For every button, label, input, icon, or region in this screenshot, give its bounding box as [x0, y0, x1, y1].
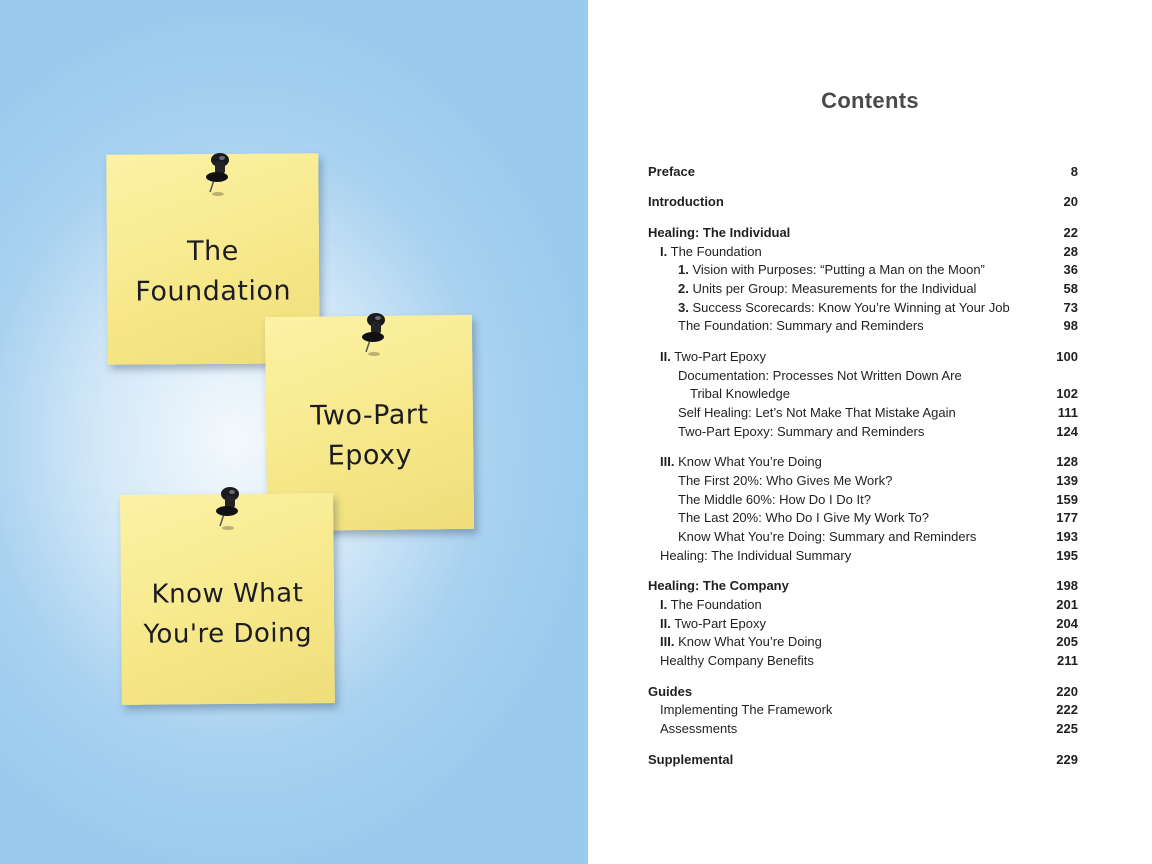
toc-entry-page: 193 — [1056, 528, 1078, 544]
page-title: Contents — [821, 88, 919, 113]
toc-entry-title — [648, 300, 1010, 315]
toc-entry[interactable] — [648, 223, 1078, 241]
toc-entry[interactable] — [648, 700, 1078, 718]
toc-entry-title: Tribal Knowledge — [690, 385, 790, 401]
toc-entry[interactable] — [648, 471, 1078, 489]
toc-entry-page: 98 — [1063, 317, 1078, 333]
toc-entry-title — [648, 634, 822, 649]
note-line: The — [186, 235, 239, 268]
toc-entry-page: 28 — [1063, 243, 1078, 259]
toc-entry[interactable] — [648, 576, 1078, 594]
note-line: Two-Part — [310, 399, 429, 432]
toc-entry-title — [648, 597, 762, 612]
toc-entry[interactable] — [648, 384, 1078, 402]
toc-entry-title: The First 20%: Who Gives Me Work? — [678, 472, 893, 488]
toc-entry[interactable] — [648, 750, 1078, 768]
toc-entry[interactable] — [648, 614, 1078, 632]
toc-entry-page: 73 — [1063, 299, 1078, 315]
toc-entry-title: Supplemental — [648, 751, 734, 767]
toc-entry-number: III. — [660, 633, 675, 649]
toc-entry-number: II. — [660, 348, 671, 364]
toc-entry-title — [648, 349, 766, 364]
toc-entry-title: Healing: The Individual — [648, 224, 791, 240]
toc-entry-title: Self Healing: Let’s Not Make That Mistake Again — [678, 404, 956, 420]
toc-entry-page: 211 — [1057, 652, 1078, 668]
sticky-note-text — [121, 573, 335, 655]
toc-entry-title: Guides — [648, 683, 693, 699]
toc-entry-page: 205 — [1056, 633, 1078, 649]
toc-entry-page: 222 — [1056, 701, 1078, 717]
toc-entry[interactable] — [648, 298, 1078, 316]
toc-entry[interactable] — [648, 452, 1078, 470]
sticky-note-text — [107, 231, 320, 312]
toc-entry-number: I. — [660, 243, 668, 259]
toc-entry[interactable] — [648, 242, 1078, 260]
toc-entry-page: 195 — [1056, 547, 1078, 563]
toc-entry-title: Introduction — [648, 193, 724, 209]
toc-entry-text: The Foundation — [670, 596, 762, 612]
toc-entry-number: III. — [660, 453, 675, 469]
toc-entry-page: 100 — [1056, 348, 1078, 364]
toc-entry-number: II. — [660, 615, 671, 631]
toc-entry[interactable] — [648, 595, 1078, 613]
toc-entry-text: Vision with Purposes: “Putting a Man on the Moon” — [692, 261, 985, 277]
toc-entry-text: Success Scorecards: Know You’re Winning at Your Job — [692, 299, 1010, 315]
toc-entry[interactable] — [648, 546, 1078, 564]
toc-entry[interactable] — [648, 347, 1078, 365]
toc-entry-title: The Middle 60%: How Do I Do It? — [678, 491, 871, 507]
toc-entry-number: 3. — [678, 299, 689, 315]
toc-entry-page: 177 — [1056, 509, 1078, 525]
toc-entry-page: 159 — [1056, 491, 1078, 507]
toc-entry-page: 198 — [1056, 577, 1078, 593]
toc-entry[interactable] — [648, 527, 1078, 545]
toc-entry-title: Preface — [648, 163, 695, 179]
note-line: Epoxy — [327, 439, 413, 472]
toc-entry[interactable] — [648, 682, 1078, 700]
toc-entry[interactable] — [648, 508, 1078, 526]
toc-entry[interactable] — [648, 316, 1078, 334]
toc-entry-page: 225 — [1056, 720, 1078, 736]
toc-entry-page: 128 — [1056, 453, 1078, 469]
toc-entry-number: I. — [660, 596, 668, 612]
toc-entry-title — [648, 454, 822, 469]
toc-entry-text: Two-Part Epoxy — [674, 348, 766, 364]
toc-entry-page: 36 — [1063, 261, 1078, 277]
sticky-note-text — [266, 395, 474, 477]
note-line: Foundation — [135, 275, 292, 308]
toc-entry-title: Know What You’re Doing: Summary and Reminders — [678, 528, 977, 544]
toc-entry-page: 124 — [1056, 423, 1078, 439]
toc-entry-title — [648, 262, 985, 277]
toc-entry-text: Know What You’re Doing — [678, 453, 822, 469]
toc-entry-page: 220 — [1056, 683, 1078, 699]
toc-entry-page: 58 — [1063, 280, 1078, 296]
toc-entry[interactable] — [648, 403, 1078, 421]
toc-entry-page: 20 — [1063, 193, 1078, 209]
toc-entry-page: 229 — [1056, 751, 1078, 767]
toc-entry[interactable] — [648, 192, 1078, 210]
toc-entry[interactable] — [648, 260, 1078, 278]
toc-entry-text: Two-Part Epoxy — [674, 615, 766, 631]
toc-entry-page: 139 — [1056, 472, 1078, 488]
toc-entry-text: The Foundation — [670, 243, 762, 259]
toc-entry[interactable] — [648, 719, 1078, 737]
toc-entry-page: 8 — [1070, 163, 1078, 179]
note-line: You're Doing — [143, 618, 313, 650]
toc-entry[interactable] — [648, 490, 1078, 508]
toc-entry[interactable] — [648, 162, 1078, 180]
toc-entry-number: 2. — [678, 280, 689, 296]
pushpin-icon — [354, 310, 394, 358]
toc-entry-number: 1. — [678, 261, 689, 277]
toc-entry-title — [648, 281, 976, 296]
pushpin-icon — [208, 484, 248, 532]
toc-entry[interactable] — [648, 632, 1078, 650]
contents-page — [588, 0, 1152, 864]
toc-entry[interactable] — [648, 279, 1078, 297]
toc-entry-page: 111 — [1057, 404, 1078, 420]
pushpin-icon — [198, 150, 238, 198]
toc-entry-title — [648, 244, 762, 259]
toc-entry[interactable] — [648, 422, 1078, 440]
toc-entry-page: 201 — [1056, 596, 1078, 612]
toc-entry-text: Know What You’re Doing — [678, 633, 822, 649]
toc-entry-title: Healing: The Individual Summary — [660, 547, 852, 563]
toc-entry-title: Documentation: Processes Not Written Down Are — [678, 367, 962, 383]
toc-entry-title — [648, 616, 766, 631]
toc-entry-text: Units per Group: Measurements for the Individual — [692, 280, 977, 296]
toc-entry-title: Healthy Company Benefits — [660, 652, 814, 668]
toc-entry-title: Healing: The Company — [648, 577, 789, 593]
toc-entry-page: 204 — [1056, 615, 1078, 631]
toc-entry-title: Two-Part Epoxy: Summary and Reminders — [678, 423, 925, 439]
toc-entry[interactable] — [648, 651, 1078, 669]
toc-entry-title: The Foundation: Summary and Reminders — [678, 317, 924, 333]
toc-entry[interactable] — [648, 366, 1078, 384]
toc-entry-title: The Last 20%: Who Do I Give My Work To? — [678, 509, 929, 525]
toc-entry-page: 102 — [1056, 385, 1078, 401]
toc-entry-title: Implementing The Framework — [660, 701, 833, 717]
toc-entry-page: 22 — [1063, 224, 1078, 240]
toc-entry-title: Assessments — [660, 720, 738, 736]
note-line: Know What — [151, 578, 304, 610]
